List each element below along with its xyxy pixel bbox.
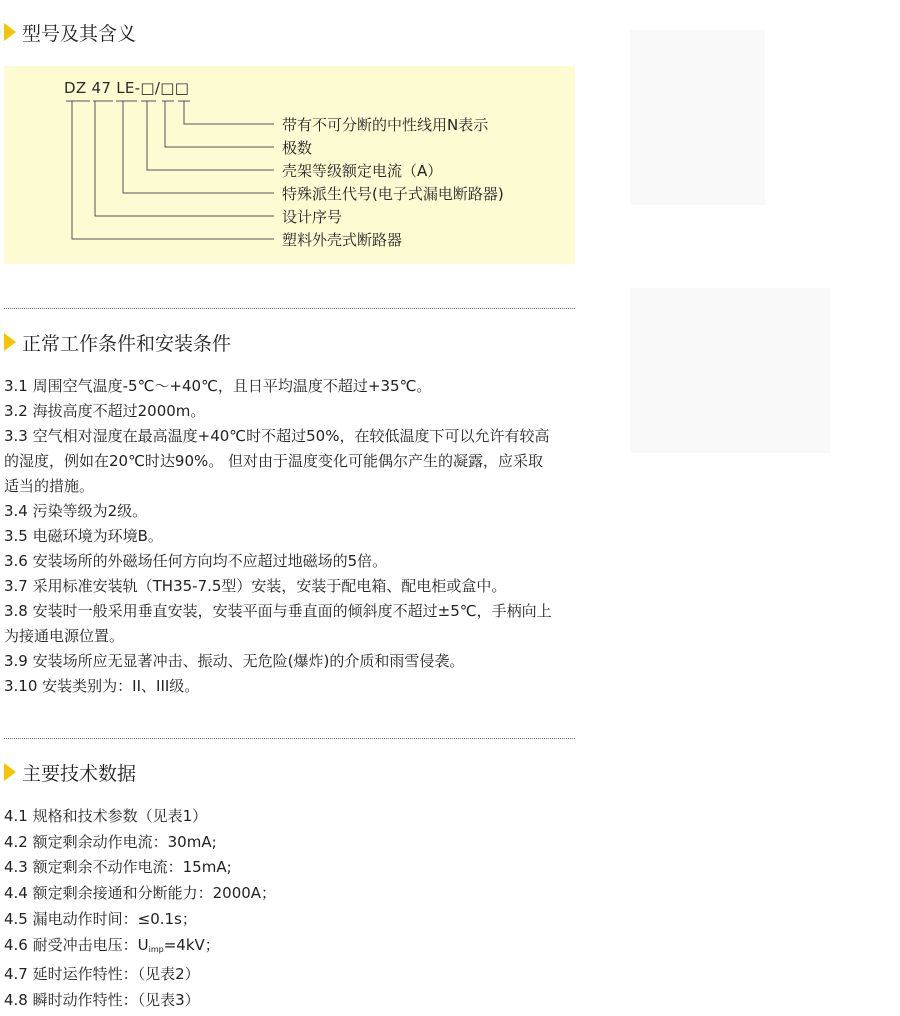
- dotted-divider: [4, 308, 575, 309]
- conditions-text: [4, 374, 579, 699]
- text-line: 3.6 安装场所的外磁场任何方向均不应超过地磁场的5倍。: [4, 552, 388, 570]
- legend-poles: 极数: [282, 139, 313, 157]
- text-line: 3.7 采用标准安装轨（TH35-7.5型）安装，安装于配电箱、配电柜或盒中。: [4, 577, 507, 595]
- model-diagram-box: [4, 66, 575, 264]
- triangle-bullet-icon: [4, 23, 16, 41]
- section-title-text: 正常工作条件和安装条件: [22, 332, 232, 355]
- section-title-conditions: [4, 329, 231, 355]
- text-line: 4.4 额定剩余接通和分断能力：2000A；: [4, 884, 277, 903]
- impulse-prefix: 4.6 耐受冲击电压：U: [4, 935, 149, 954]
- text-line: 4.7 延时运作特性：（见表2）: [4, 965, 200, 984]
- text-line: 4.8 瞬时动作特性：（见表3）: [4, 990, 200, 1009]
- legend-design-number: 设计序号: [282, 208, 343, 226]
- legend-frame-current: 壳架等级额定电流（A）: [282, 162, 443, 180]
- section-title-model: [4, 19, 136, 45]
- text-line: 的湿度，例如在20℃时达90%。 但对由于温度变化可能偶尔产生的凝露，应采取: [4, 452, 544, 470]
- section-title-text: 主要技术数据: [22, 762, 137, 785]
- impulse-suffix: =4kV；: [163, 935, 220, 954]
- text-line: 4.2 额定剩余动作电流：30mA;: [4, 832, 217, 851]
- impulse-subscript: imp: [148, 944, 164, 954]
- text-line: 3.5 电磁环境为环境B。: [4, 527, 163, 545]
- legend-breaker-type: 塑料外壳式断路器: [282, 231, 403, 249]
- section-title-tech: [4, 759, 136, 785]
- legend-neutral: 带有不可分断的中性线用N表示: [282, 116, 489, 134]
- text-line: 3.2 海拔高度不超过2000m。: [4, 402, 206, 420]
- faded-image-top: [630, 30, 765, 205]
- text-line: 3.8 安装时一般采用垂直安装，安装平面与垂直面的倾斜度不超过±5℃，手柄向上: [4, 602, 552, 620]
- text-line: 适当的措施。: [4, 477, 95, 495]
- text-line: 3.4 污染等级为2级。: [4, 502, 148, 520]
- text-line-impulse-voltage: [4, 933, 579, 963]
- text-line: 为接通电源位置。: [4, 627, 125, 645]
- tech-text: [4, 804, 579, 1014]
- text-line: 4.3 额定剩余不动作电流：15mA;: [4, 858, 232, 877]
- legend-special-code: 特殊派生代号(电子式漏电断路器): [282, 185, 504, 203]
- text-line: 4.1 规格和技术参数（见表1）: [4, 807, 208, 825]
- faded-image-bottom: [630, 288, 830, 453]
- section-title-text: 型号及其含义: [22, 22, 137, 45]
- text-line: 3.9 安装场所应无显著冲击、振动、无危险(爆炸)的介质和雨雪侵袭。: [4, 652, 465, 670]
- triangle-bullet-icon: [4, 763, 16, 781]
- triangle-bullet-icon: [4, 333, 16, 351]
- text-line: 3.10 安装类别为：II、III级。: [4, 677, 200, 695]
- text-line: 3.3 空气相对湿度在最高温度+40℃时不超过50%，在较低温度下可以允许有较高: [4, 427, 550, 445]
- text-line: 4.5 漏电动作时间：≤0.1s；: [4, 909, 197, 928]
- dotted-divider: [4, 738, 575, 739]
- model-code: DZ 47 LE-□/□□: [64, 79, 190, 97]
- text-line: 3.1 周围空气温度-5℃～+40℃，且日平均温度不超过+35℃。: [4, 377, 432, 395]
